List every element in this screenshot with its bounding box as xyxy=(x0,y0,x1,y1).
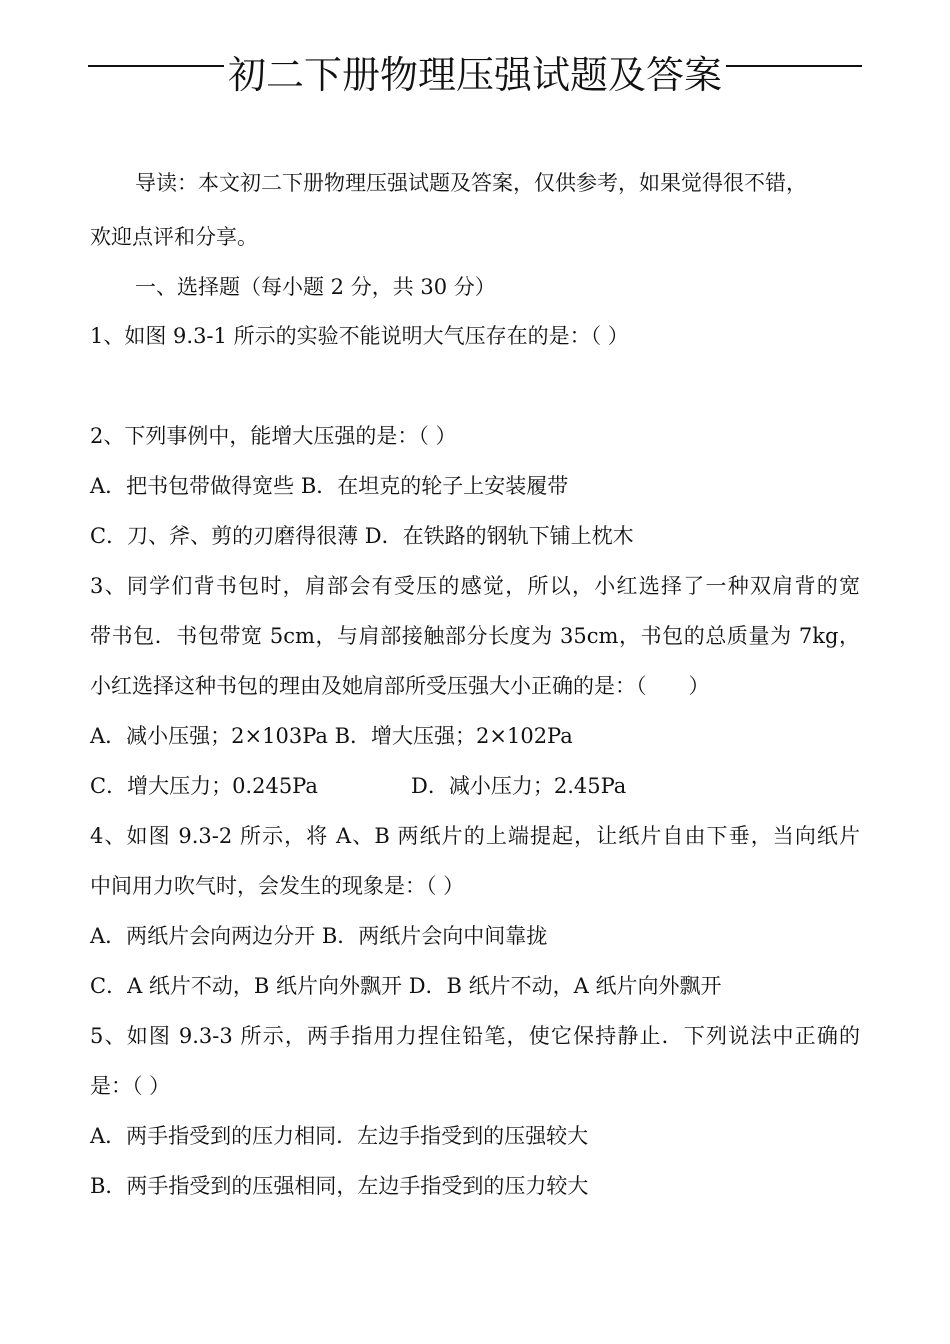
question-3-option-d: D．减小压力；2.45Pa xyxy=(411,774,627,798)
section-heading: 一、选择题（每小题 2 分，共 30 分） xyxy=(135,275,496,299)
question-5-option-a: A．两手指受到的压力相同．左边手指受到的压强较大 xyxy=(90,1124,589,1148)
question-4-options-ab: A．两纸片会向两边分开 B．两纸片会向中间靠拢 xyxy=(90,924,548,948)
question-3-option-c: C．增大压力；0.245Pa xyxy=(90,774,318,798)
question-4-line-1: 4、如图 9.3-2 所示，将 A、B 两纸片的上端提起，让纸片自由下垂，当向纸片 xyxy=(90,824,860,848)
question-4-options-cd: C．A 纸片不动，B 纸片向外飘开 D．B 纸片不动，A 纸片向外飘开 xyxy=(90,974,722,998)
document-title: 初二下册物理压强试题及答案 xyxy=(0,50,950,100)
question-5-option-b: B．两手指受到的压强相同，左边手指受到的压力较大 xyxy=(90,1174,589,1198)
question-5-line-2: 是：（ ） xyxy=(90,1074,171,1098)
question-2: 2、下列事例中，能增大压强的是：（ ） xyxy=(90,424,457,448)
question-3-line-2: 带书包．书包带宽 5cm，与肩部接触部分长度为 35cm，书包的总质量为 7kg， xyxy=(90,624,860,648)
question-3-options-ab: A．减小压强；2×103Pa B．增大压强；2×102Pa xyxy=(90,724,573,748)
question-4-line-2: 中间用力吹气时，会发生的现象是：（ ） xyxy=(90,874,465,898)
question-3-line-1: 3、同学们背书包时，肩部会有受压的感觉，所以，小红选择了一种双肩背的宽 xyxy=(90,574,860,598)
question-1: 1、如图 9.3-1 所示的实验不能说明大气压存在的是：（ ） xyxy=(90,324,629,348)
question-5-line-1: 5、如图 9.3-3 所示，两手指用力捏住铅笔，使它保持静止．下列说法中正确的 xyxy=(90,1024,860,1048)
question-2-options-ab: A．把书包带做得宽些 B．在坦克的轮子上安装履带 xyxy=(90,474,569,498)
question-3-line-3: 小红选择这种书包的理由及她肩部所受压强大小正确的是：（ ） xyxy=(90,674,710,698)
question-2-options-cd: C．刀、斧、剪的刃磨得很薄 D．在铁路的钢轨下铺上枕木 xyxy=(90,524,634,548)
intro-line-1: 导读：本文初二下册物理压强试题及答案，仅供参考，如果觉得很不错， xyxy=(135,171,807,195)
intro-line-2: 欢迎点评和分享。 xyxy=(90,225,258,249)
